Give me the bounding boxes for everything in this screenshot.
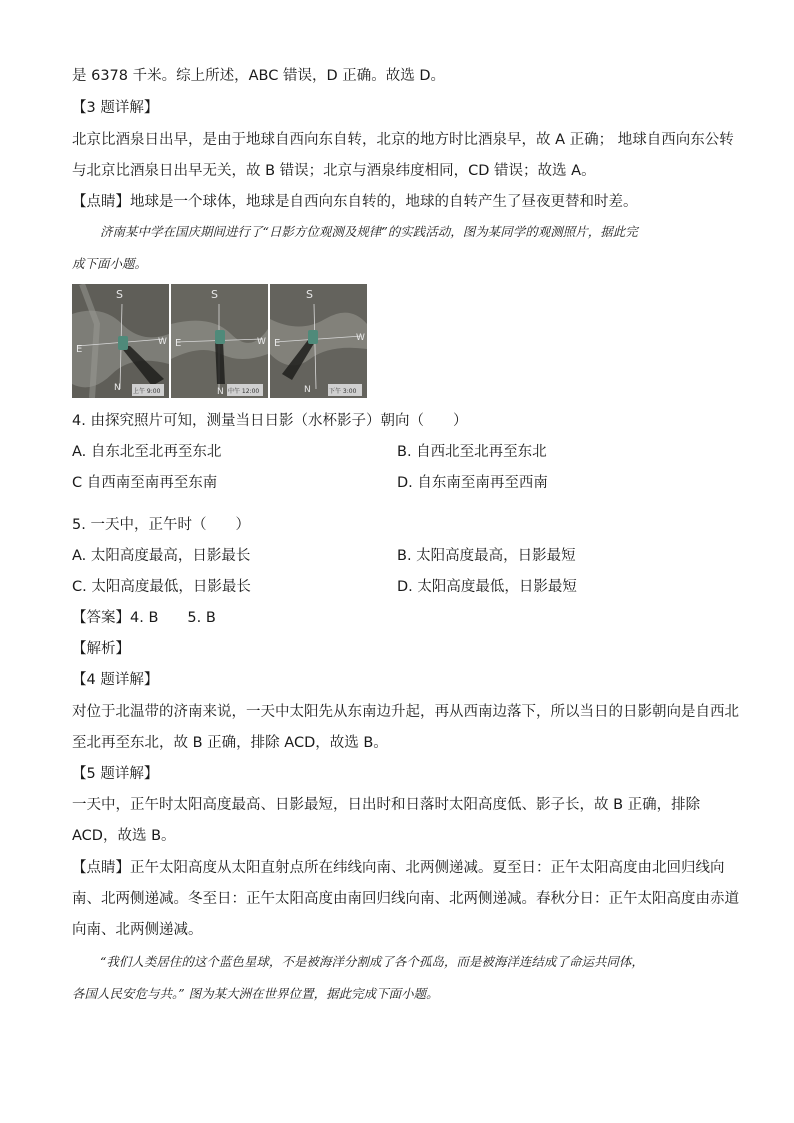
text-line: 南、北两侧递减。冬至日：正午太阳高度由南回归线向南、北两侧递减。春秋分日：正午太阳高度由赤道 xyxy=(72,891,739,907)
label-s: S xyxy=(306,288,313,301)
text-line: 是 6378 千米。综上所述，ABC 错误，D 正确。故选 D。 xyxy=(72,68,446,84)
q4-option-b: B. 自西北至北再至东北 xyxy=(397,444,547,460)
text-line: ACD，故选 B。 xyxy=(72,828,176,844)
intro-line: “我们人类居住的这个蓝色星球，不是被海洋分割成了各个孤岛，而是被海洋连结成了命运共同体， xyxy=(100,954,644,969)
q4-option-d: D. 自东南至南再至西南 xyxy=(397,475,548,491)
tip-line: 【点睛】正午太阳高度从太阳直射点所在纬线向南、北两侧递减。夏至日：正午太阳高度由北回归线向 xyxy=(72,860,725,876)
text-line: 至北再至东北，故 B 正确，排除 ACD，故选 B。 xyxy=(72,735,388,751)
text-line: 一天中，正午时太阳高度最高、日影最短，日出时和日落时太阳高度低、影子长，故 B 正确，排除 xyxy=(72,797,701,813)
tip-line: 【点睛】地球是一个球体，地球是自西向东自转的，地球的自转产生了昼夜更替和时差。 xyxy=(72,194,638,210)
label-e: E xyxy=(274,338,281,349)
photo-stamp: 下午 3:00 xyxy=(329,388,357,395)
q5-option-b: B. 太阳高度最高，日影最短 xyxy=(397,548,576,564)
text-line: 对位于北温带的济南来说，一天中太阳先从东南边升起，再从西南边落下，所以当日的日影朝向是自西北 xyxy=(72,704,739,720)
text-line: 向南、北两侧递减。 xyxy=(72,922,203,938)
observation-photo-morning xyxy=(72,284,169,398)
label-n: N xyxy=(304,385,311,395)
text-line: 北京比酒泉日出早，是由于地球自西向东自转，北京的地方时比酒泉早，故 A 正确； 地球自西向东公转 xyxy=(72,132,734,148)
photo-image xyxy=(72,284,169,398)
intro-line: 成下面小题。 xyxy=(72,256,148,271)
label-n: N xyxy=(114,383,121,393)
label-w: W xyxy=(158,337,167,347)
label-w: W xyxy=(356,333,365,343)
photo-stamp: 上午 9:00 xyxy=(133,388,161,395)
photo-stamp: 中午 12:00 xyxy=(228,388,260,395)
q4-option-a: A. 自东北至北再至东北 xyxy=(72,444,222,460)
question-4: 4. 由探究照片可知，测量当日日影（水杯影子）朝向（ ） xyxy=(72,413,468,429)
label-w: W xyxy=(257,337,266,347)
q5-option-d: D. 太阳高度最低，日影最短 xyxy=(397,579,577,595)
text-line: 与北京比酒泉日出早无关，故 B 错误；北京与酒泉纬度相同，CD 错误；故选 A。 xyxy=(72,163,596,179)
observation-photo-afternoon xyxy=(270,284,367,398)
q5-option-c: C. 太阳高度最低，日影最长 xyxy=(72,579,251,595)
section-heading: 【5 题详解】 xyxy=(72,766,159,782)
section-heading: 【4 题详解】 xyxy=(72,672,159,688)
answer-line: 【答案】4. B 5. B xyxy=(72,610,216,626)
label-s: S xyxy=(116,288,123,301)
intro-line: 各国人民安危与共。” 图为某大洲在世界位置，据此完成下面小题。 xyxy=(72,986,439,1001)
label-e: E xyxy=(175,338,182,349)
photo-image xyxy=(171,284,268,398)
analysis-heading: 【解析】 xyxy=(72,641,130,657)
q5-option-a: A. 太阳高度最高，日影最长 xyxy=(72,548,251,564)
label-s: S xyxy=(211,288,218,301)
intro-line: 济南某中学在国庆期间进行了“日影方位观测及规律”的实践活动，图为某同学的观测照片，据此完 xyxy=(100,224,638,239)
photo-image xyxy=(270,284,367,398)
section-heading: 【3 题详解】 xyxy=(72,100,159,116)
label-e: E xyxy=(76,344,83,355)
q4-option-c: C 自西南至南再至东南 xyxy=(72,475,218,491)
observation-photos xyxy=(72,284,368,398)
question-5: 5. 一天中，正午时（ ） xyxy=(72,517,250,533)
observation-photo-noon xyxy=(171,284,268,398)
label-n: N xyxy=(217,387,224,397)
